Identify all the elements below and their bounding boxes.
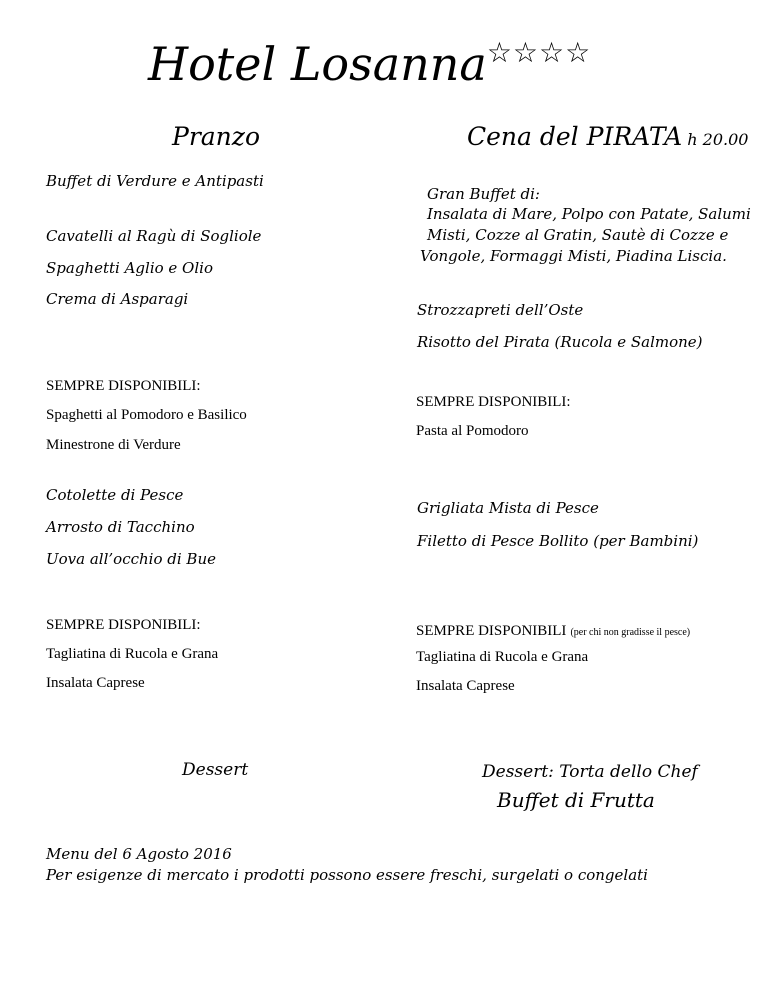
lunch-always-item-2: Tagliatina di Rucola e Grana — [46, 646, 219, 662]
dinner-always-label-2 — [416, 622, 690, 640]
lunch-first-item: Spaghetti Aglio e Olio — [46, 259, 213, 277]
dinner-always-item: Pasta al Pomodoro — [416, 423, 529, 439]
dinner-always-item-2: Insalata Caprese — [416, 678, 515, 694]
lunch-always-label: SEMPRE DISPONIBILI: — [46, 378, 201, 394]
lunch-starter: Buffet di Verdure e Antipasti — [46, 172, 264, 190]
lunch-second-item: Cotolette di Pesce — [46, 486, 184, 504]
hotel-name: Hotel Losanna — [148, 37, 487, 91]
lunch-always-item-2: Insalata Caprese — [46, 675, 145, 691]
dinner-second-item: Grigliata Mista di Pesce — [417, 499, 599, 517]
menu-date: Menu del 6 Agosto 2016 — [46, 845, 232, 863]
dinner-title: Cena del PIRATA — [467, 122, 683, 151]
lunch-first-item: Crema di Asparagi — [46, 290, 189, 308]
dinner-buffet-line: Insalata di Mare, Polpo con Patate, Salumi — [427, 205, 751, 223]
lunch-heading: Pranzo — [172, 122, 261, 151]
dinner-first-item: Strozzapreti dell’Oste — [417, 301, 584, 319]
dinner-heading — [467, 122, 748, 151]
lunch-always-item: Minestrone di Verdure — [46, 437, 181, 453]
lunch-always-item: Spaghetti al Pomodoro e Basilico — [46, 407, 247, 423]
lunch-second-item: Uova all’occhio di Bue — [46, 550, 216, 568]
dinner-fruit: Buffet di Frutta — [497, 788, 655, 812]
dinner-always-label-text: SEMPRE DISPONIBILI — [416, 623, 567, 639]
dinner-dessert: Dessert: Torta dello Chef — [482, 762, 698, 782]
dinner-second-item: Filetto di Pesce Bollito (per Bambini) — [417, 532, 699, 550]
lunch-first-item: Cavatelli al Ragù di Sogliole — [46, 227, 262, 245]
page-title — [148, 36, 591, 91]
lunch-second-item: Arrosto di Tacchino — [46, 518, 195, 536]
lunch-dessert: Dessert — [182, 760, 249, 780]
lunch-always-label-2: SEMPRE DISPONIBILI: — [46, 617, 201, 633]
dinner-first-item: Risotto del Pirata (Rucola e Salmone) — [417, 333, 703, 351]
dinner-always-note: (per chi non gradisse il pesce) — [570, 627, 691, 638]
dinner-always-item-2: Tagliatina di Rucola e Grana — [416, 649, 589, 665]
star-rating: ☆☆☆☆ — [486, 36, 592, 69]
dinner-buffet-line: Misti, Cozze al Gratin, Sautè di Cozze e — [427, 226, 729, 244]
footer-note: Per esigenze di mercato i prodotti possono essere freschi, surgelati o congelati — [46, 866, 648, 884]
dinner-buffet-line: Vongole, Formaggi Misti, Piadina Liscia. — [420, 247, 727, 265]
dinner-always-label: SEMPRE DISPONIBILI: — [416, 394, 571, 410]
dinner-buffet-line: Gran Buffet di: — [427, 185, 540, 203]
dinner-time: h 20.00 — [687, 130, 749, 149]
